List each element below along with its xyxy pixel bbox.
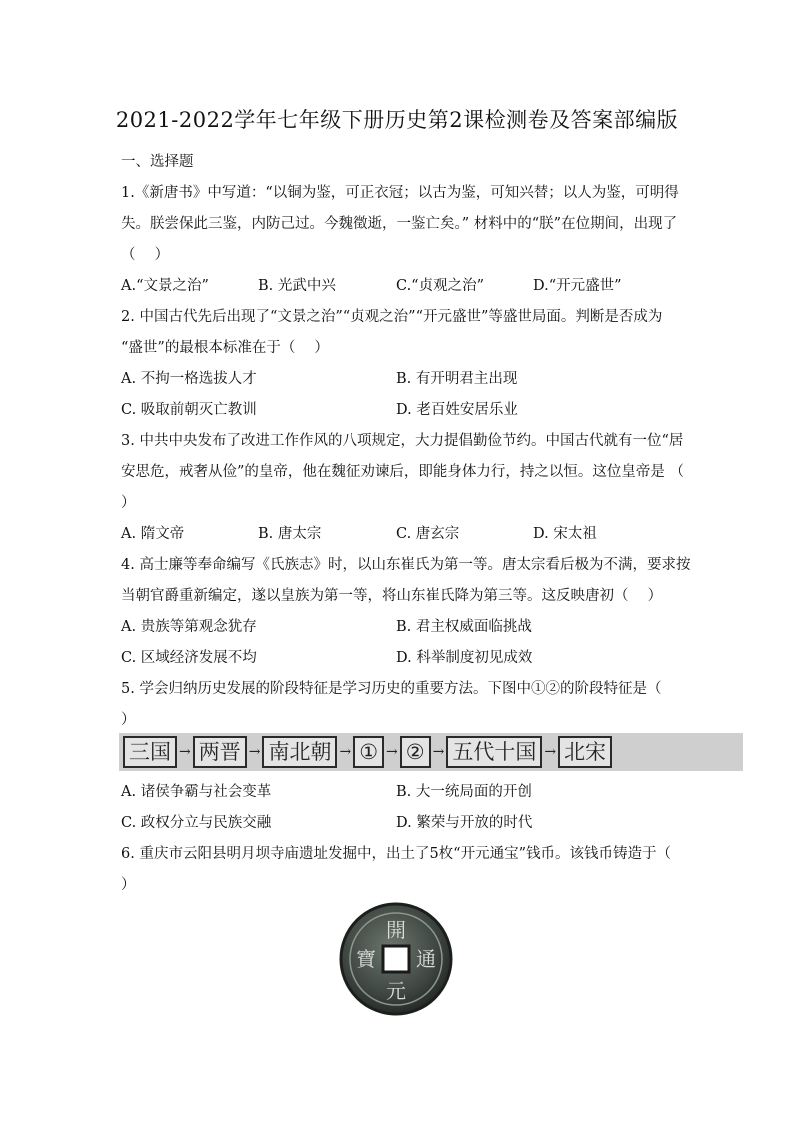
q5-option-c[interactable]: C. 政权分立与民族交融 [121, 815, 272, 831]
sequence-box: 北宋 [558, 736, 612, 768]
q4-line-1: 4. 高士廉等奉命编写《氏族志》时，以山东崔氏为第一等。唐太宗看后极为不满，要求按 [121, 557, 691, 573]
q3-option-a[interactable]: A. 隋文帝 [121, 526, 185, 542]
q1-line-3: （ ） [121, 247, 170, 263]
q3-line-1: 3. 中共中央发布了改进工作作风的八项规定，大力提倡勤俭节约。中国古代就有一位“居 [121, 433, 684, 449]
q1-line-2: 失。朕尝保此三鉴，内防己过。今魏徵逝，一鉴亡矣。” 材料中的“朕”在位期间，出现了 [121, 216, 678, 232]
kaiyuan-coin-image [336, 900, 456, 1018]
q5-option-b[interactable]: B. 大一统局面的开创 [396, 784, 532, 800]
arrow-icon: → [386, 744, 398, 760]
coin-char-bottom: 元 [386, 979, 406, 1003]
q1-option-b[interactable]: B. 光武中兴 [258, 278, 336, 294]
q5-line-2: ） [121, 712, 136, 728]
q1-option-a[interactable]: A.“文景之治” [121, 278, 209, 294]
q2-line-2: “盛世”的最根本标准在于（ ） [121, 340, 329, 356]
coin-char-top: 開 [386, 918, 406, 942]
q2-option-b[interactable]: B. 有开明君主出现 [396, 371, 518, 387]
arrow-icon: → [179, 744, 191, 760]
q4-option-a[interactable]: A. 贵族等第观念犹存 [121, 619, 257, 635]
document-title: 2021-2022学年七年级下册历史第2课检测卷及答案部编版 [115, 108, 679, 132]
sequence-box: 三国 [123, 736, 177, 768]
q3-option-d[interactable]: D. 宋太祖 [533, 526, 597, 542]
q4-option-c[interactable]: C. 区域经济发展不均 [121, 650, 257, 666]
coin-char-right: 通 [416, 947, 436, 971]
q2-option-a[interactable]: A. 不拘一格选拔人才 [121, 371, 257, 387]
q2-line-1: 2. 中国古代先后出现了“文景之治”“贞观之治”“开元盛世”等盛世局面。判断是否成为 [121, 309, 663, 325]
sequence-box: 南北朝 [262, 736, 337, 768]
sequence-box: 五代十国 [446, 736, 542, 768]
arrow-icon: → [339, 744, 352, 760]
q5-option-d[interactable]: D. 繁荣与开放的时代 [396, 815, 533, 831]
dynasty-sequence-figure [119, 733, 743, 771]
q4-option-d[interactable]: D. 科举制度初见成效 [396, 650, 533, 666]
q5-line-1: 5. 学会归纳历史发展的阶段特征是学习历史的重要方法。下图中①②的阶段特征是（ [121, 681, 662, 697]
q4-option-b[interactable]: B. 君主权威面临挑战 [396, 619, 532, 635]
section-heading: 一、选择题 [121, 154, 194, 170]
q3-line-3: ） [121, 495, 136, 511]
q6-line-2: ） [121, 877, 136, 893]
q5-option-a[interactable]: A. 诸侯争霸与社会变革 [121, 784, 272, 800]
q3-line-2: 安思危，戒奢从俭”的皇帝，他在魏征劝谏后，即能身体力行，持之以恒。这位皇帝是 （ [121, 464, 685, 480]
sequence-box-blank-2: ② [400, 736, 431, 768]
arrow-icon: → [432, 744, 445, 760]
coin-char-left: 寶 [356, 947, 376, 971]
q4-line-2: 当朝官爵重新编定，遂以皇族为第一等，将山东崔氏降为第三等。这反映唐初（ ） [121, 588, 663, 604]
q3-option-b[interactable]: B. 唐太宗 [258, 526, 322, 542]
q2-option-c[interactable]: C. 吸取前朝灭亡教训 [121, 402, 257, 418]
q2-option-d[interactable]: D. 老百姓安居乐业 [396, 402, 518, 418]
sequence-box: 两晋 [193, 736, 247, 768]
coin-icon [336, 900, 456, 1018]
arrow-icon: → [248, 744, 261, 760]
q1-option-d[interactable]: D.“开元盛世” [533, 278, 622, 294]
sequence-box-blank-1: ① [353, 736, 384, 768]
q3-option-c[interactable]: C. 唐玄宗 [396, 526, 460, 542]
q6-line-1: 6. 重庆市云阳县明月坝寺庙遗址发掘中，出土了5枚“开元通宝”钱币。该钱币铸造于（ [121, 846, 671, 862]
arrow-icon: → [544, 744, 557, 760]
q1-option-c[interactable]: C.“贞观之治” [396, 278, 485, 294]
q1-line-1: 1.《新唐书》中写道：“以铜为鉴，可正衣冠；以古为鉴，可知兴替；以人为鉴，可明得 [121, 185, 679, 201]
